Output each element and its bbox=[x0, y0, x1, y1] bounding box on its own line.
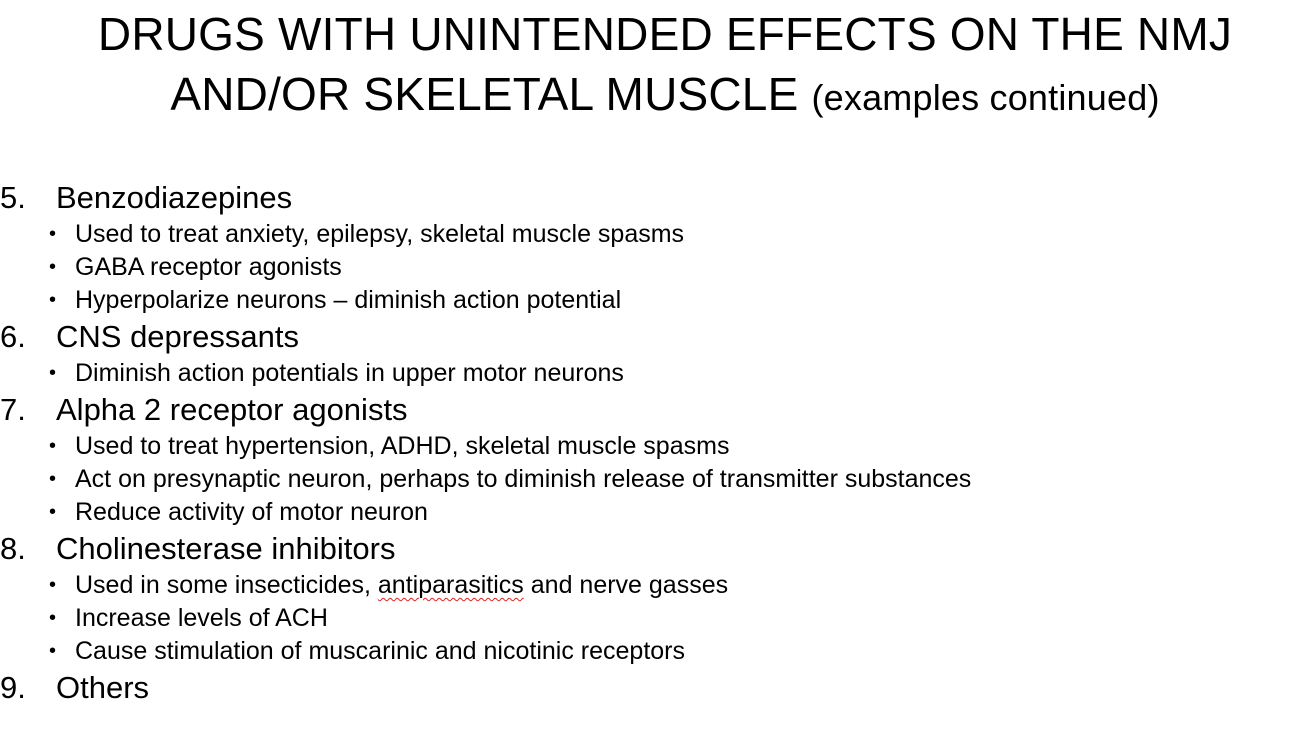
bullet-icon: • bbox=[49, 501, 57, 523]
bullet-icon: • bbox=[49, 640, 57, 662]
sub-bullet-list bbox=[0, 569, 1290, 668]
sub-bullet bbox=[0, 496, 1290, 529]
list-item-label: Benzodiazepines bbox=[56, 180, 293, 215]
list-item-cholinesterase-inhibitors bbox=[0, 529, 1290, 668]
sub-bullet-text-part: and nerve gasses bbox=[523, 571, 729, 599]
sub-bullet bbox=[0, 218, 1290, 251]
list-item-heading bbox=[0, 390, 1290, 430]
sub-bullet-text: Used to treat anxiety, epilepsy, skeletal muscle spasms bbox=[75, 220, 685, 248]
bullet-icon: • bbox=[49, 223, 57, 245]
sub-bullet-text: Increase levels of ACH bbox=[75, 604, 328, 632]
sub-bullet-text bbox=[75, 569, 728, 602]
sub-bullet bbox=[0, 602, 1290, 635]
list-item-heading bbox=[0, 317, 1290, 357]
title-line-1: DRUGS WITH UNINTENDED EFFECTS ON THE NMJ bbox=[97, 8, 1233, 60]
list-item-heading bbox=[0, 668, 1290, 708]
list-item-number: 6. bbox=[0, 319, 26, 354]
list-item-number: 7. bbox=[0, 392, 26, 427]
title-line-2 bbox=[20, 64, 1294, 128]
list-item-heading bbox=[0, 529, 1290, 569]
bullet-icon: • bbox=[49, 468, 57, 490]
sub-bullet-text: Used to treat hypertension, ADHD, skeletal muscle spasms bbox=[75, 432, 730, 460]
bullet-icon: • bbox=[49, 574, 57, 596]
title-suffix: (examples continued) bbox=[811, 77, 1160, 118]
bullet-icon: • bbox=[49, 607, 57, 629]
sub-bullet-text: Reduce activity of motor neuron bbox=[75, 498, 428, 526]
slide-title bbox=[20, 4, 1294, 128]
list-item-label: Cholinesterase inhibitors bbox=[56, 531, 396, 566]
list-item-heading bbox=[0, 178, 1290, 218]
sub-bullet-text: GABA receptor agonists bbox=[75, 253, 342, 281]
sub-bullet bbox=[0, 357, 1290, 390]
sub-bullet-text-part: Used in some insecticides, bbox=[75, 571, 378, 599]
list-item-label: Others bbox=[56, 670, 150, 705]
bullet-icon: • bbox=[49, 256, 57, 278]
content-list bbox=[0, 178, 1290, 708]
list-item-number: 9. bbox=[0, 670, 26, 705]
list-item-label: Alpha 2 receptor agonists bbox=[56, 392, 408, 427]
sub-bullet bbox=[0, 284, 1290, 317]
sub-bullet bbox=[0, 251, 1290, 284]
list-item-cns-depressants bbox=[0, 317, 1290, 390]
bullet-icon: • bbox=[49, 435, 57, 457]
list-item-others bbox=[0, 668, 1290, 708]
list-item-number: 8. bbox=[0, 531, 26, 566]
sub-bullet bbox=[0, 569, 1290, 602]
list-item-benzodiazepines bbox=[0, 178, 1290, 317]
list-item-number: 5. bbox=[0, 180, 26, 215]
sub-bullet bbox=[0, 463, 1290, 496]
sub-bullet-list bbox=[0, 218, 1290, 317]
title-line-2-main: AND/OR SKELETAL MUSCLE bbox=[170, 68, 799, 120]
sub-bullet bbox=[0, 635, 1290, 668]
list-item-label: CNS depressants bbox=[56, 319, 299, 354]
sub-bullet-text: Cause stimulation of muscarinic and nicotinic receptors bbox=[75, 637, 685, 665]
sub-bullet-list bbox=[0, 430, 1290, 529]
list-item-alpha-2-receptor-agonists bbox=[0, 390, 1290, 529]
sub-bullet-text: Hyperpolarize neurons – diminish action potential bbox=[75, 286, 622, 314]
sub-bullet-text: Diminish action potentials in upper motor neurons bbox=[75, 359, 624, 387]
bullet-icon: • bbox=[49, 362, 57, 384]
spellcheck-flagged-word[interactable]: antiparasitics bbox=[377, 571, 524, 599]
sub-bullet bbox=[0, 430, 1290, 463]
sub-bullet-text: Act on presynaptic neuron, perhaps to diminish release of transmitter substances bbox=[75, 465, 972, 493]
bullet-icon: • bbox=[49, 289, 57, 311]
sub-bullet-list bbox=[0, 357, 1290, 390]
